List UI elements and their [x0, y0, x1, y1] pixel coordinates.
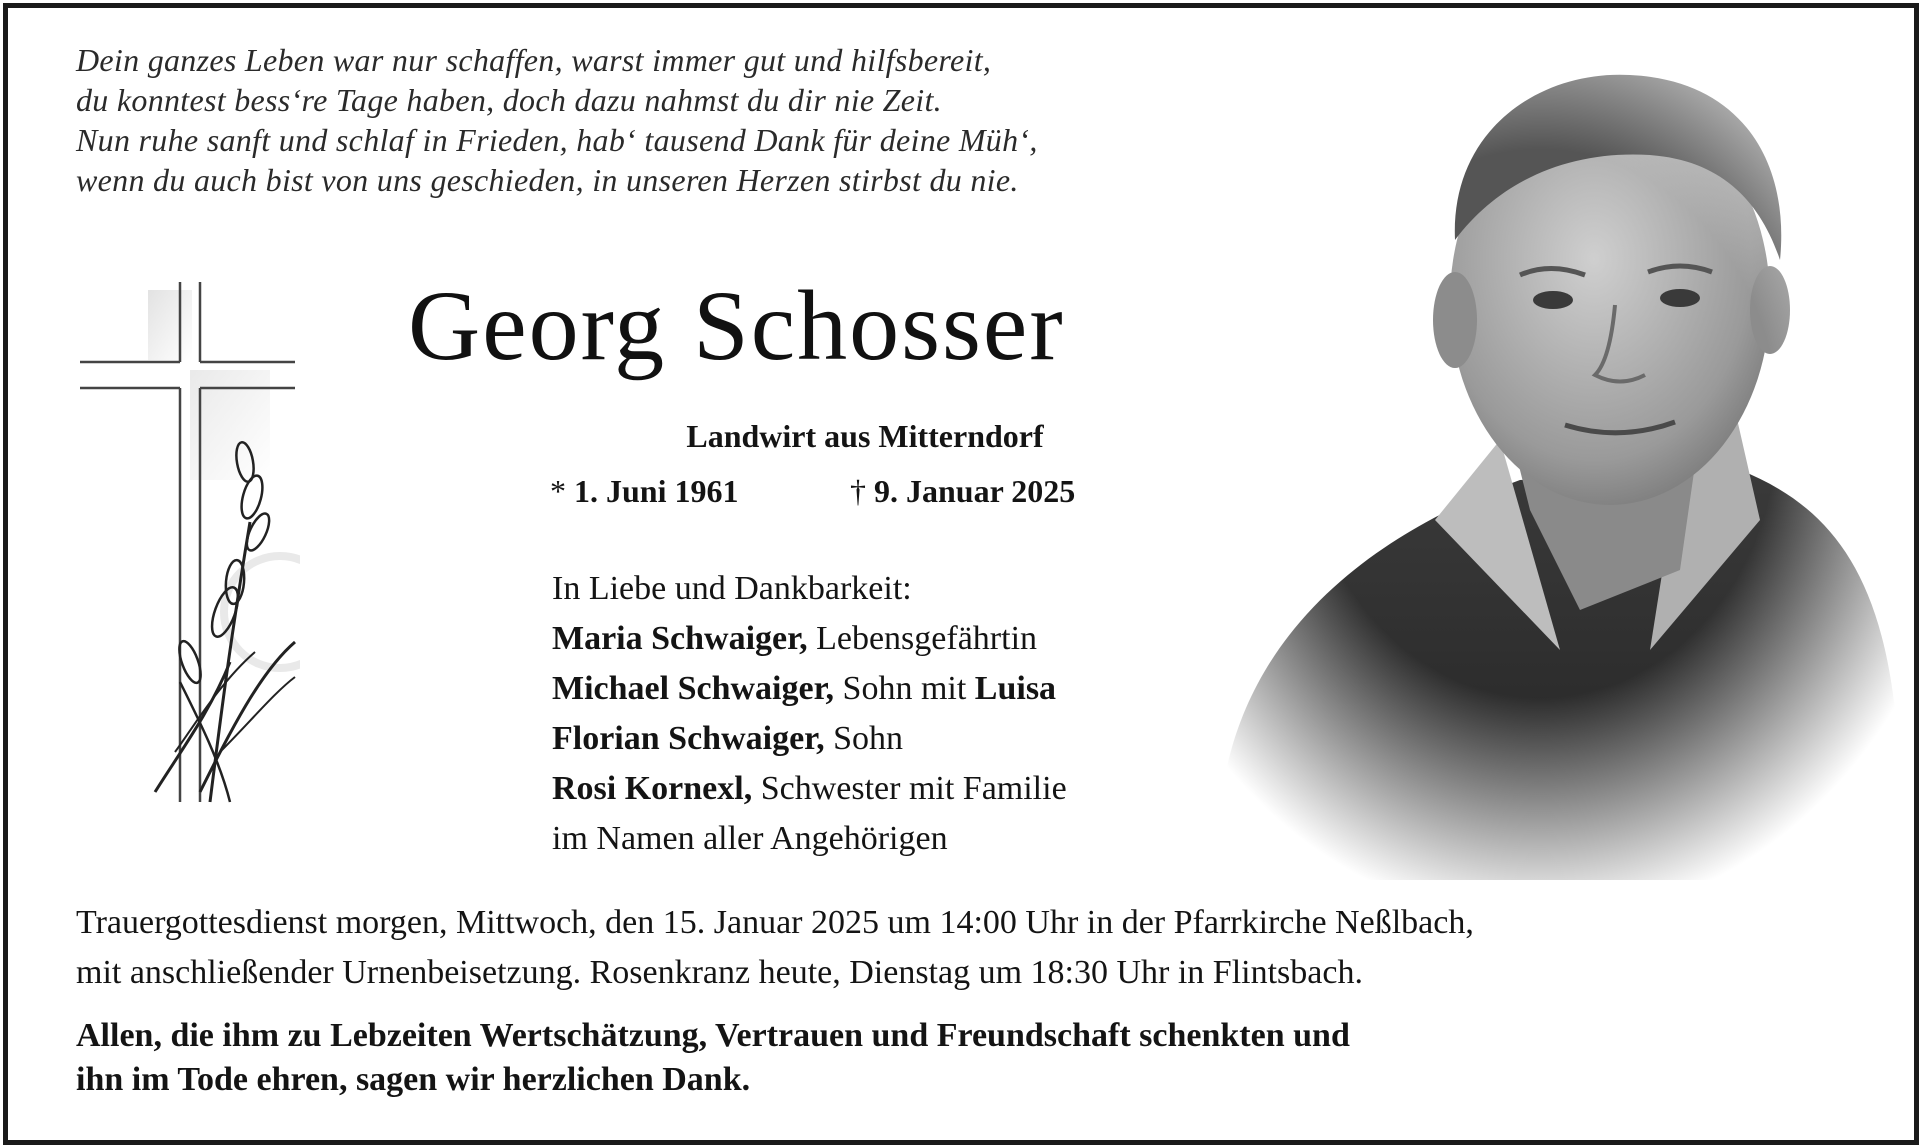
mourners-list: [552, 564, 1067, 864]
death-cross-icon: †: [850, 473, 866, 509]
thanks-note: [76, 1014, 1350, 1102]
mourner-relation: Sohn mit: [834, 670, 975, 707]
poem-line: du konntest bess‘re Tage haben, doch dazu nahmst du dir nie Zeit.: [76, 82, 942, 118]
mourner-name: Florian Schwaiger,: [552, 720, 825, 757]
birth-star-icon: *: [550, 473, 566, 509]
cross-with-wheat-icon: [80, 282, 300, 822]
mourners-closing: im Namen aller Angehörigen: [552, 820, 948, 857]
thanks-line: Allen, die ihm zu Lebzeiten Wertschätzung, Vertrauen und Freundschaft schenkten und: [76, 1017, 1350, 1054]
service-line: mit anschließender Urnenbeisetzung. Rosenkranz heute, Dienstag um 18:30 Uhr in Flintsbach.: [76, 954, 1363, 991]
mourner-entry: [552, 664, 1067, 714]
portrait-photo: [1180, 50, 1900, 880]
deceased-name: Georg Schosser: [408, 270, 1065, 381]
poem-line: Nun ruhe sanft und schlaf in Frieden, hab‘ tausend Dank für deine Müh‘,: [76, 122, 1038, 158]
mourner-name: Michael Schwaiger,: [552, 670, 835, 707]
mourner-name: Maria Schwaiger,: [552, 620, 808, 657]
thanks-line: ihn im Tode ehren, sagen wir herzlichen Dank.: [76, 1061, 751, 1098]
birth-date-text: 1. Juni 1961: [574, 473, 739, 509]
poem-line: Dein ganzes Leben war nur schaffen, warst immer gut und hilfsbereit,: [76, 42, 992, 78]
mourner-relation: Schwester mit Familie: [752, 770, 1067, 807]
service-line: Trauergottesdienst morgen, Mittwoch, den 15. Januar 2025 um 14:00 Uhr in der Pfarrkirche Neßlbach,: [76, 904, 1474, 941]
mourner-name: Rosi Kornexl,: [552, 770, 753, 807]
mourner-extra: Luisa: [974, 670, 1057, 707]
mourner-entry: [552, 614, 1067, 664]
service-info: [76, 898, 1474, 998]
poem-line: wenn du auch bist von uns geschieden, in unseren Herzen stirbst du nie.: [76, 162, 1019, 198]
poem: [76, 40, 1038, 200]
mourner-relation: Lebensgefährtin: [807, 620, 1038, 657]
mourners-intro: In Liebe und Dankbarkeit:: [552, 570, 912, 607]
death-date: [850, 473, 1075, 509]
birth-date: [550, 471, 842, 511]
occupation: Landwirt aus Mitterndorf: [686, 418, 1044, 454]
mourner-entry: [552, 714, 1067, 764]
mourner-entry: [552, 764, 1067, 814]
mourner-relation: Sohn: [824, 720, 904, 757]
death-date-text: 9. Januar 2025: [874, 473, 1076, 509]
life-dates: [550, 471, 1075, 511]
